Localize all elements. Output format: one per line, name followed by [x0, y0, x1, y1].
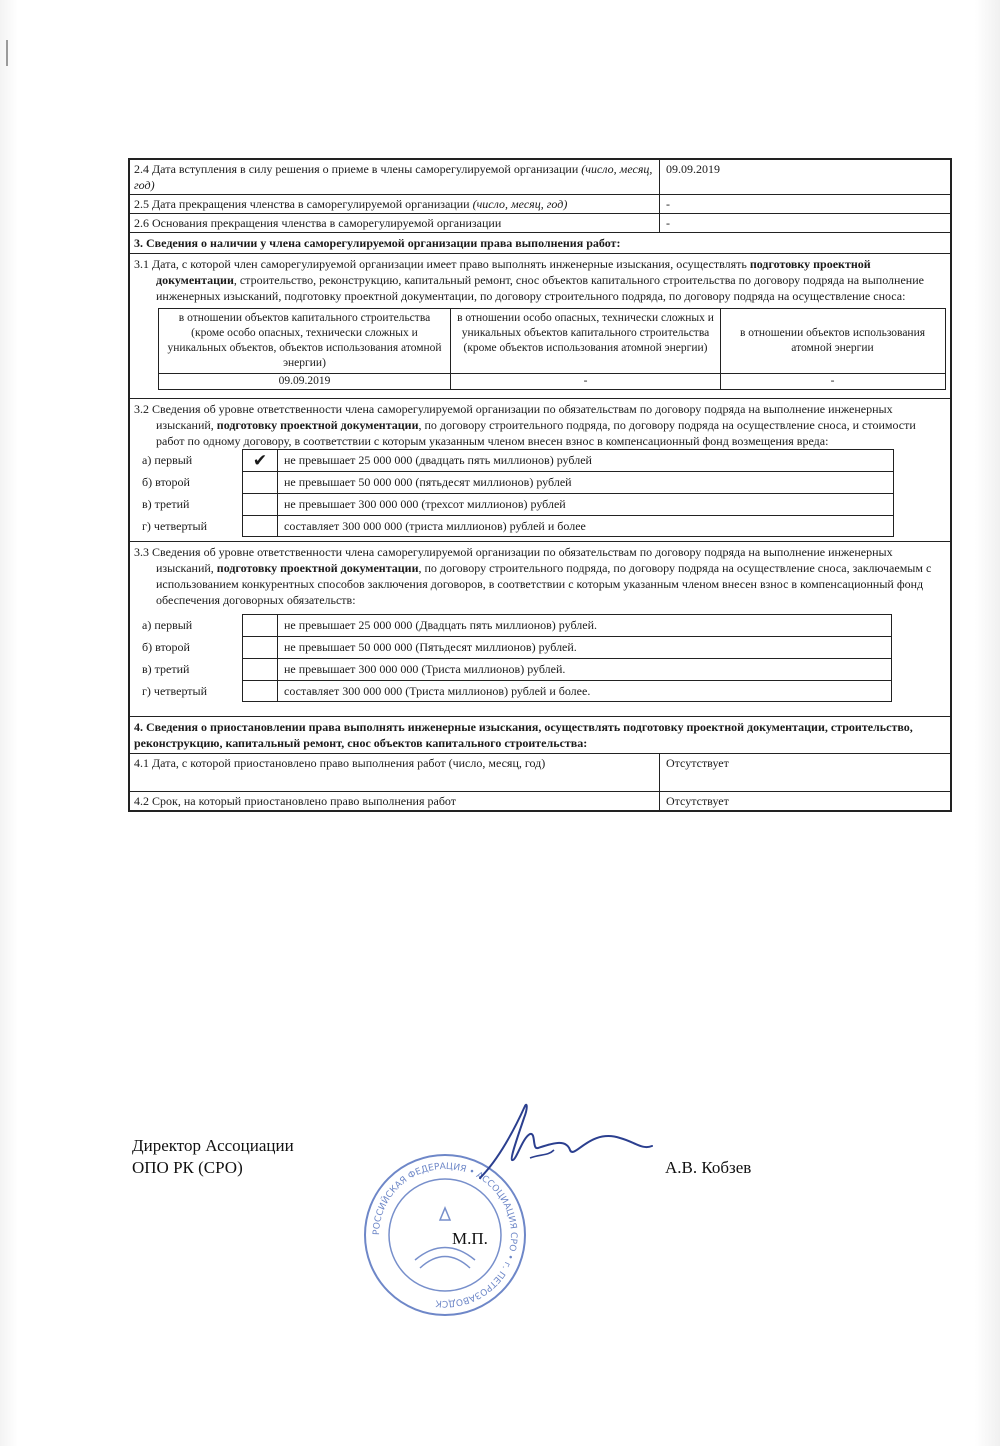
section-3-heading-row — [130, 233, 950, 254]
empty-checkbox — [243, 637, 278, 658]
work-rights-header — [159, 309, 945, 373]
row-2-6-value: - — [666, 216, 670, 230]
handwritten-signature — [470, 1098, 660, 1188]
liability-level-text: не превышает 25 000 000 (Двадцать пять миллионов) рублей. — [284, 618, 598, 632]
p33-text-c: , по договору строительного подряда, по договору подряда на осуществление сноса, заключаемым с использованием конкурентных способов заключения договоров, в соответствии с которым указанным членом внесен взнос в компенсационный фонд обеспечения договорных обязательств: — [156, 561, 932, 607]
empty-checkbox — [243, 659, 278, 680]
liability-level-box — [242, 493, 894, 515]
work-rights-table — [158, 308, 946, 390]
liability-level-label: г) четвертый — [142, 519, 208, 533]
col-nuclear-text: в отношении объектов использования атомной энергии — [739, 327, 926, 354]
row-4-2 — [130, 792, 950, 810]
registry-extract-table — [128, 158, 952, 812]
liability-level-text: не превышает 300 000 000 (трехсот миллионов) рублей — [284, 497, 566, 511]
p32-text-a: 3.2 Сведения об уровне ответственности члена саморегулируемой организации по обязательствам по договору подряда на выполнение инженерных изысканий, — [134, 402, 893, 432]
row-3-3-paragraph — [134, 544, 946, 608]
section-3-heading: 3. Сведения о наличии у члена саморегулируемой организации права выполнения работ: — [134, 236, 621, 250]
liability-level-box — [242, 680, 892, 702]
signatory-title-line2: ОПО РК (СРО) — [132, 1158, 243, 1177]
liability-level-label: б) второй — [142, 640, 190, 654]
liability-level-row — [134, 471, 946, 493]
row-2-6 — [130, 214, 950, 233]
row-2-4-hint: (число, месяц, год) — [134, 162, 653, 192]
liability-level-text: составляет 300 000 000 (Триста миллионов) рублей и более. — [284, 684, 591, 698]
section-4-heading-row — [130, 717, 950, 754]
scan-edge-mark — [6, 40, 8, 66]
col-hazardous-objects: в отношении особо опасных, технически сложных и уникальных объектов капитального строительства (кроме объектов использования атомной энергии) — [451, 309, 721, 373]
liability-level-text: составляет 300 000 000 (триста миллионов) рублей и более — [284, 519, 586, 533]
liability-level-text: не превышает 50 000 000 (пятьдесят миллионов) рублей — [284, 475, 572, 489]
empty-checkbox — [243, 681, 278, 701]
row-2-5-value: - — [666, 197, 670, 211]
section-4-heading: 4. Сведения о приостановлении права выполнять инженерные изыскания, осуществлять подготовку проектной документации, строительство, реконструкцию, капитальный ремонт, снос объектов капитального строительства: — [134, 720, 913, 750]
liability-level-label: а) первый — [142, 453, 193, 467]
liability-level-box — [242, 614, 892, 636]
liability-level-row — [134, 493, 946, 515]
liability-level-row — [134, 515, 946, 537]
row-4-1 — [130, 754, 950, 792]
row-2-5-hint: (число, месяц, год) — [472, 197, 568, 211]
row-3-2-body — [130, 399, 950, 541]
row-2-4 — [130, 160, 950, 195]
liability-level-label: в) третий — [142, 497, 190, 511]
row-3-1 — [130, 254, 950, 399]
row-3-2 — [130, 399, 950, 542]
row-4-1-label: 4.1 Дата, с которой приостановлено право выполнения работ (число, месяц, год) — [130, 754, 660, 791]
row-2-5 — [130, 195, 950, 214]
row-3-3 — [130, 542, 950, 717]
liability-level-row — [134, 680, 946, 702]
row-3-1-paragraph — [134, 256, 946, 304]
row-3-1-body — [130, 254, 950, 398]
liability-level-label: г) четвертый — [142, 684, 208, 698]
liability-levels-contract-fund — [134, 614, 946, 702]
p32-text-c: , по договору строительного подряда, по договору подряда на осуществление сноса, и стоимости работ по одному договору, в соответствии с которым указанным членом внесен взнос в компенсационный фонд возмещения вреда: — [156, 418, 916, 448]
liability-level-box — [242, 449, 894, 471]
liability-level-box — [242, 658, 892, 680]
col-nuclear-objects — [721, 309, 944, 373]
liability-level-row — [134, 658, 946, 680]
liability-level-row — [134, 614, 946, 636]
liability-level-text: не превышает 25 000 000 (двадцать пять миллионов) рублей — [284, 453, 592, 467]
seal-place-mark: М.П. — [452, 1229, 488, 1248]
liability-level-label: б) второй — [142, 475, 190, 489]
row-2-5-label — [130, 195, 660, 213]
liability-level-row — [134, 449, 946, 471]
checkmark-icon: ✔ — [243, 450, 278, 471]
signatory-name: А.В. Кобзев — [665, 1158, 752, 1177]
stamp-ring-text: РОССИЙСКАЯ ФЕДЕРАЦИЯ • АССОЦИАЦИЯ СРО • г. ПЕТРОЗАВОДСК — [371, 1161, 519, 1309]
row-3-2-paragraph — [134, 401, 946, 449]
liability-levels-harm-fund — [134, 449, 946, 537]
liability-level-box — [242, 636, 892, 658]
p33-text-bold: подготовку проектной документации — [216, 561, 419, 575]
row-4-2-value: Отсутствует — [666, 794, 729, 808]
liability-level-label: в) третий — [142, 662, 190, 676]
liability-level-text: не превышает 50 000 000 (Пятьдесят миллионов) рублей. — [284, 640, 577, 654]
empty-checkbox — [243, 516, 278, 536]
row-2-4-value: 09.09.2019 — [666, 162, 720, 176]
row-2-5-text: 2.5 Дата прекращения членства в саморегулируемой организации — [134, 197, 470, 211]
liability-level-box — [242, 471, 894, 493]
p31-text-c: , строительство, реконструкцию, капитальный ремонт, снос объектов капитального строительства по договору подряда на выполнение инженерных изысканий, подготовку проектной документации, по договору строительного подряда, по договору подряда на осуществление сноса: — [156, 273, 924, 303]
row-3-3-body — [130, 542, 950, 716]
empty-checkbox — [243, 472, 278, 493]
signatory-title — [132, 1135, 294, 1179]
row-2-6-label: 2.6 Основания прекращения членства в саморегулируемой организации — [130, 214, 660, 232]
signatory-title-line1: Директор Ассоциации — [132, 1136, 294, 1155]
val-nuclear-objects: - — [830, 375, 835, 387]
liability-level-box — [242, 515, 894, 537]
val-capital-construction: 09.09.2019 — [159, 374, 451, 389]
val-hazardous-objects: - — [451, 374, 721, 389]
p31-text-a: 3.1 Дата, с которой член саморегулируемой организации имеет право выполнять инженерные изыскания, осуществлять — [134, 257, 747, 271]
liability-level-label: а) первый — [142, 618, 193, 632]
row-4-2-label: 4.2 Срок, на который приостановлено право выполнения работ — [130, 792, 660, 810]
row-2-4-label — [130, 160, 660, 194]
row-4-1-value: Отсутствует — [666, 756, 729, 770]
p33-text-a: 3.3 Сведения об уровне ответственности члена саморегулируемой организации по обязательствам по договору подряда на выполнение инженерных изысканий, — [134, 545, 893, 575]
col-capital-construction: в отношении объектов капитального строительства (кроме особо опасных, технически сложных и уникальных объектов, объектов использования атомной энергии) — [159, 309, 451, 373]
p31-text-bold: подготовку проектной документации — [156, 257, 871, 287]
work-rights-values — [159, 373, 945, 389]
liability-level-row — [134, 636, 946, 658]
empty-checkbox — [243, 494, 278, 515]
empty-checkbox — [243, 615, 278, 636]
liability-level-text: не превышает 300 000 000 (Триста миллионов) рублей. — [284, 662, 566, 676]
row-2-4-text: 2.4 Дата вступления в силу решения о приеме в члены саморегулируемой организации — [134, 162, 579, 176]
p32-text-bold: подготовку проектной документации — [216, 418, 419, 432]
